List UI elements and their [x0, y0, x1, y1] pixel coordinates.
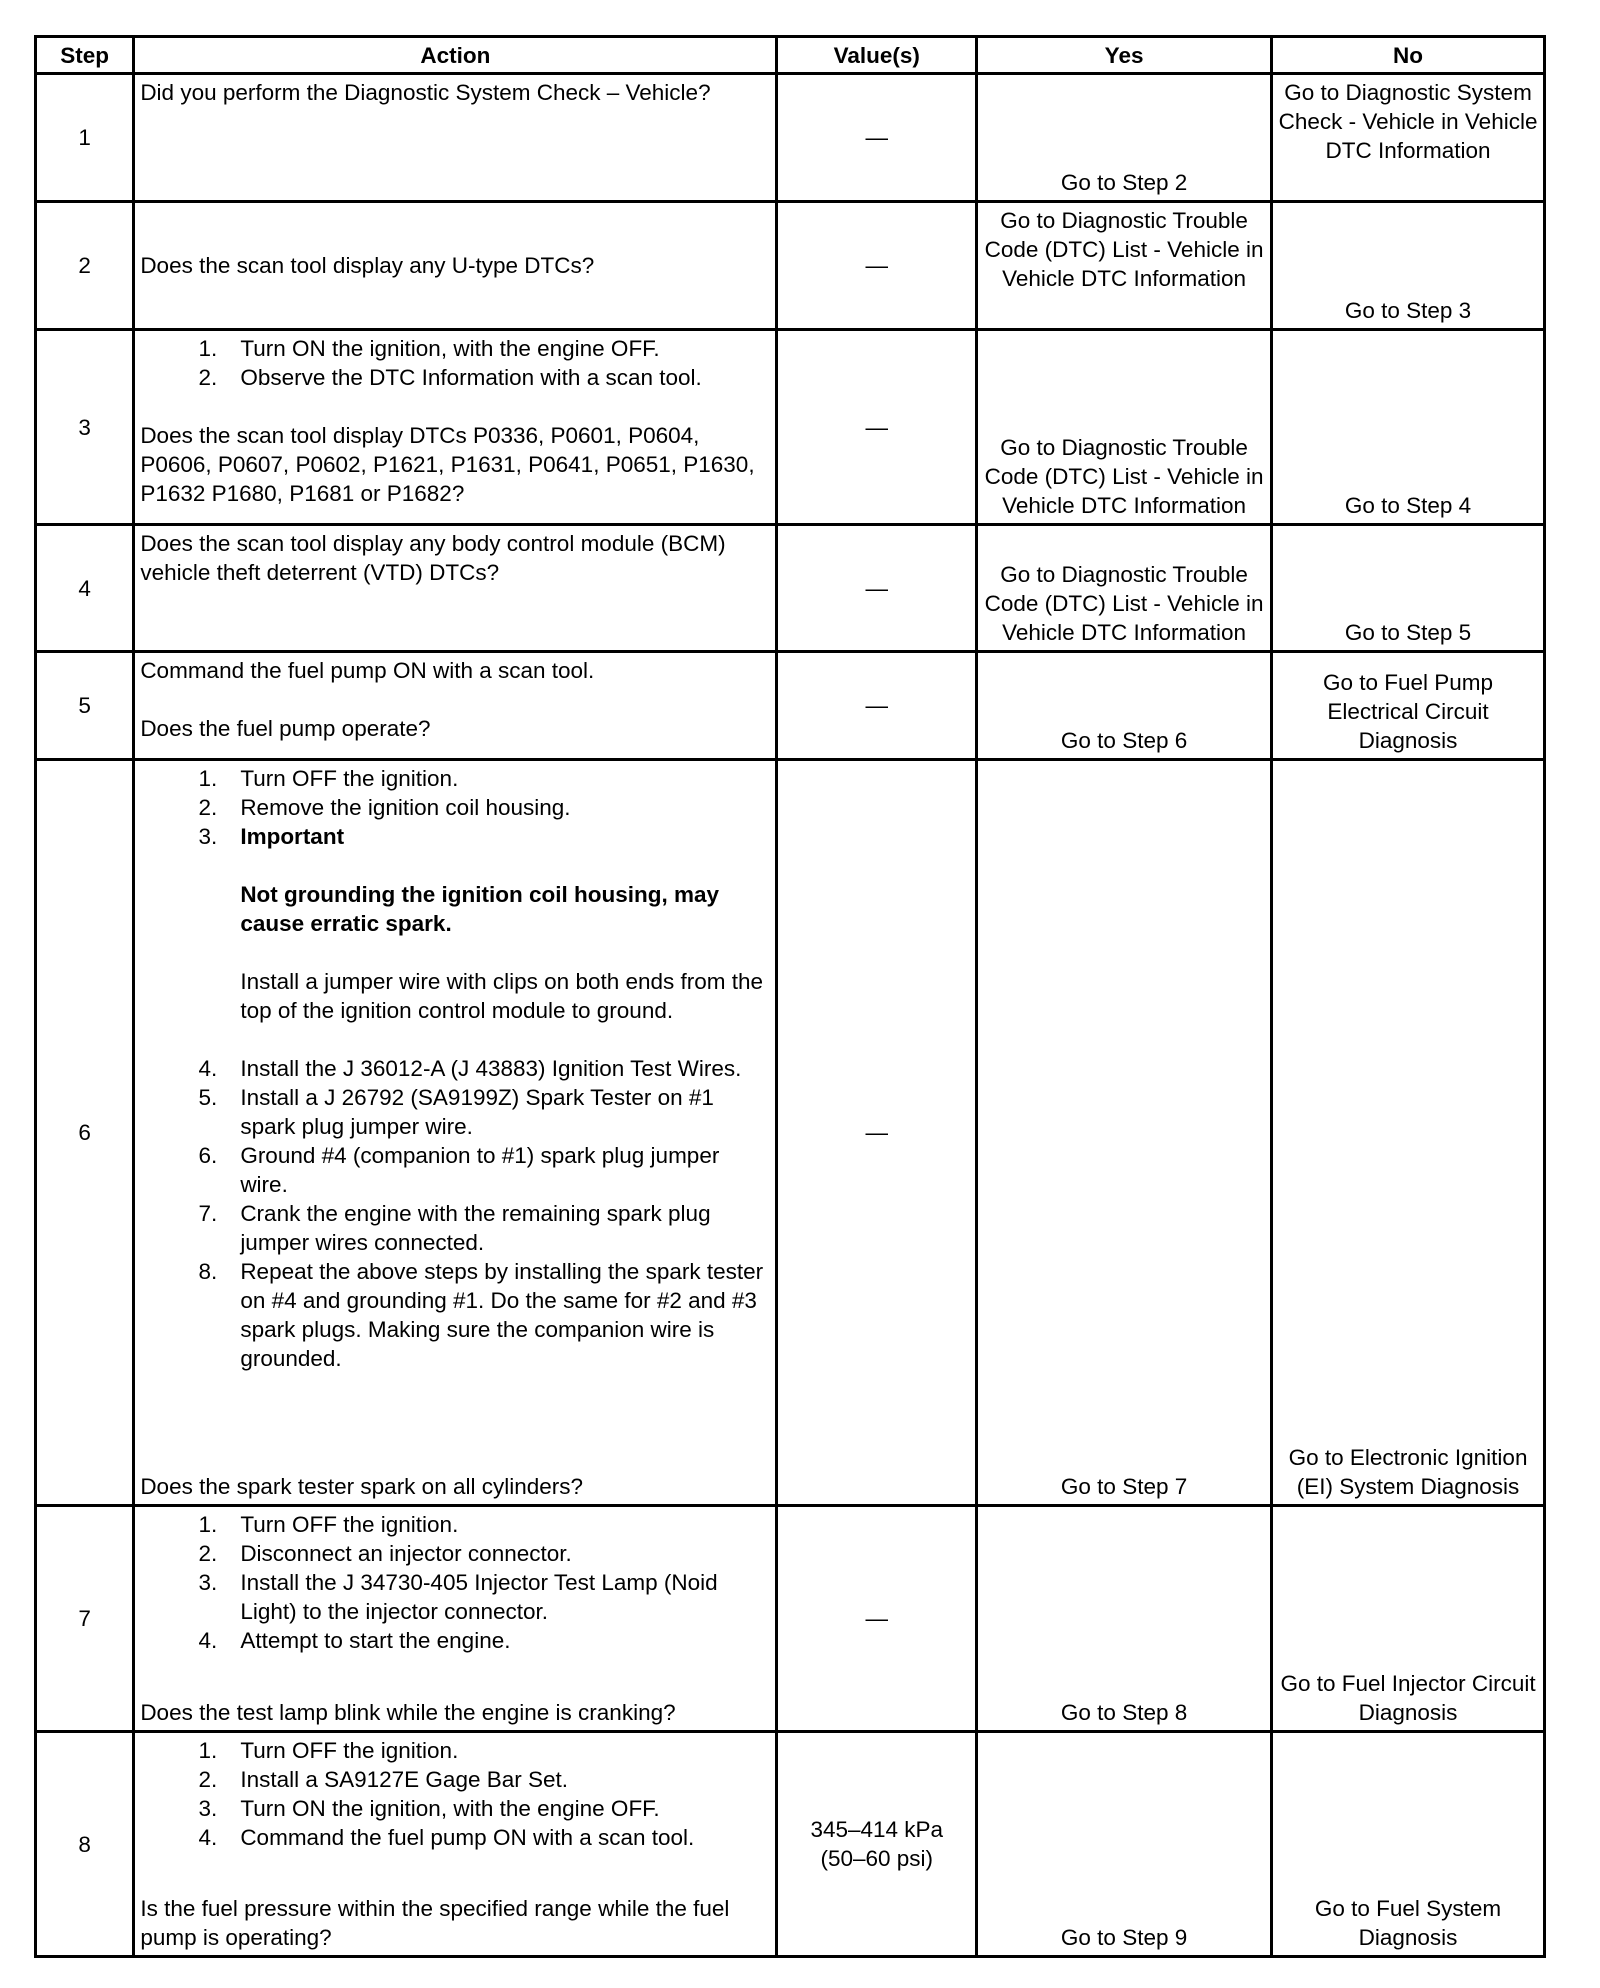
step-number: 8 [36, 1732, 134, 1957]
question-text: Does the test lamp blink while the engine is cranking? [140, 1700, 676, 1725]
step-number: 4 [36, 525, 134, 652]
important-label: Important [240, 824, 345, 849]
table-row [36, 74, 1545, 202]
list-item: 4. Install the J 36012-A (J 43883) Ignition Test Wires. [198, 1056, 742, 1081]
list-item: 6. Ground #4 (companion to #1) spark plug jumper wire. [198, 1143, 720, 1197]
instruction-list [140, 334, 770, 392]
action-cell [134, 1506, 777, 1732]
question-text: Does the spark tester spark on all cylinders? [140, 1474, 584, 1499]
step-number: 2 [36, 202, 134, 330]
yes-link[interactable]: Go to Diagnostic Trouble Code (DTC) List - Vehicle in Vehicle DTC Information [977, 525, 1272, 652]
table-row [36, 525, 1545, 652]
no-link[interactable]: Go to Step 3 [1272, 202, 1545, 330]
no-link[interactable]: Go to Electronic Ignition (EI) System Diagnosis [1272, 760, 1545, 1506]
action-cell [134, 330, 777, 525]
table-row [36, 202, 1545, 330]
no-link[interactable]: Go to Step 5 [1272, 525, 1545, 652]
action-cell [134, 525, 777, 652]
question-text: Does the scan tool display any body control module (BCM) vehicle theft deterrent (VTD) DTCs? [140, 531, 726, 585]
list-item: 4. Command the fuel pump ON with a scan tool. [198, 1825, 695, 1850]
action-cell [134, 74, 777, 202]
table-row [36, 330, 1545, 525]
table-row [36, 760, 1545, 1506]
header-no: No [1272, 37, 1545, 74]
yes-link[interactable]: Go to Diagnostic Trouble Code (DTC) List - Vehicle in Vehicle DTC Information [977, 330, 1272, 525]
value-cell: — [777, 1506, 977, 1732]
step-number: 1 [36, 74, 134, 202]
important-note: Not grounding the ignition coil housing, may cause erratic spark. [240, 882, 720, 936]
table-row [36, 652, 1545, 760]
value-cell: — [777, 202, 977, 330]
header-step: Step [36, 37, 134, 74]
list-item: 1. Turn OFF the ignition. [198, 1512, 459, 1537]
list-item: 2. Disconnect an injector connector. [198, 1541, 572, 1566]
list-item: 8. Repeat the above steps by installing the spark tester on #4 and grounding #1. Do the same for #2 and #3 spark plugs. Making sure the companion wire is grounded. [198, 1259, 764, 1371]
question-text: Did you perform the Diagnostic System Check – Vehicle? [140, 80, 711, 105]
table-row [36, 1732, 1545, 1957]
no-link[interactable]: Go to Diagnostic System Check - Vehicle in Vehicle DTC Information [1272, 74, 1545, 202]
header-row [36, 37, 1545, 74]
list-item: 1. Turn OFF the ignition. [198, 766, 459, 791]
no-link[interactable]: Go to Fuel Injector Circuit Diagnosis [1272, 1506, 1545, 1732]
header-yes: Yes [977, 37, 1272, 74]
table-row [36, 1506, 1545, 1732]
question-text: Does the scan tool display any U-type DTCs? [140, 253, 595, 278]
header-action: Action [134, 37, 777, 74]
yes-link[interactable]: Go to Step 7 [977, 760, 1272, 1506]
action-cell [134, 202, 777, 330]
step-number: 6 [36, 760, 134, 1506]
pressure-kpa: 345–414 kPa [810, 1817, 944, 1842]
value-cell: — [777, 525, 977, 652]
yes-link[interactable]: Go to Step 6 [977, 652, 1272, 760]
no-link[interactable]: Go to Step 4 [1272, 330, 1545, 525]
no-link[interactable]: Go to Fuel System Diagnosis [1272, 1732, 1545, 1957]
list-item: 3. Turn ON the ignition, with the engine OFF. [198, 1796, 660, 1821]
question-text: Does the fuel pump operate? [140, 716, 431, 741]
value-cell: — [777, 760, 977, 1506]
list-item: 2. Install a SA9127E Gage Bar Set. [198, 1767, 569, 1792]
step-number: 5 [36, 652, 134, 760]
value-cell: — [777, 330, 977, 525]
value-cell: — [777, 652, 977, 760]
instruction-list [140, 764, 770, 1373]
yes-link[interactable]: Go to Step 9 [977, 1732, 1272, 1957]
important-body: Install a jumper wire with clips on both ends from the top of the ignition control module to ground. [240, 969, 764, 1023]
question-text: Does the scan tool display DTCs P0336, P0601, P0604, P0606, P0607, P0602, P1621, P1631, P0641, P0651, P1630, P1632 P1680, P1681 or P1682? [140, 423, 755, 506]
no-link[interactable]: Go to Fuel Pump Electrical Circuit Diagnosis [1272, 652, 1545, 760]
value-cell: — [777, 74, 977, 202]
instruction-list [140, 1736, 770, 1852]
action-cell [134, 1732, 777, 1957]
yes-link[interactable]: Go to Diagnostic Trouble Code (DTC) List - Vehicle in Vehicle DTC Information [977, 202, 1272, 330]
list-item: 3. Important Not grounding the ignition coil housing, may cause erratic spark. Install a jumper wire with clips on both ends from the top of the ignition control module to ground. [140, 822, 770, 1025]
step-number: 3 [36, 330, 134, 525]
pressure-psi: (50–60 psi) [820, 1846, 934, 1871]
yes-link[interactable]: Go to Step 2 [977, 74, 1272, 202]
list-item: 2. Remove the ignition coil housing. [198, 795, 571, 820]
action-cell [134, 760, 777, 1506]
question-text: Is the fuel pressure within the specified range while the fuel pump is operating? [140, 1896, 730, 1950]
diagnostic-table [34, 35, 1546, 1958]
value-cell [777, 1732, 977, 1957]
list-item: 7. Crank the engine with the remaining spark plug jumper wires connected. [198, 1201, 711, 1255]
list-item: 1. Turn ON the ignition, with the engine OFF. [198, 336, 660, 361]
list-item: 5. Install a J 26792 (SA9199Z) Spark Tester on #1 spark plug jumper wire. [198, 1085, 714, 1139]
header-values: Value(s) [777, 37, 977, 74]
action-cell [134, 652, 777, 760]
list-item: 3. Install the J 34730-405 Injector Test Lamp (Noid Light) to the injector connector. [198, 1570, 718, 1624]
yes-link[interactable]: Go to Step 8 [977, 1506, 1272, 1732]
list-item: 1. Turn OFF the ignition. [198, 1738, 459, 1763]
instruction-list [140, 1510, 770, 1655]
instruction-text: Command the fuel pump ON with a scan tool. [140, 658, 595, 683]
step-number: 7 [36, 1506, 134, 1732]
list-item: 2. Observe the DTC Information with a scan tool. [198, 365, 702, 390]
list-item: 4. Attempt to start the engine. [198, 1628, 511, 1653]
